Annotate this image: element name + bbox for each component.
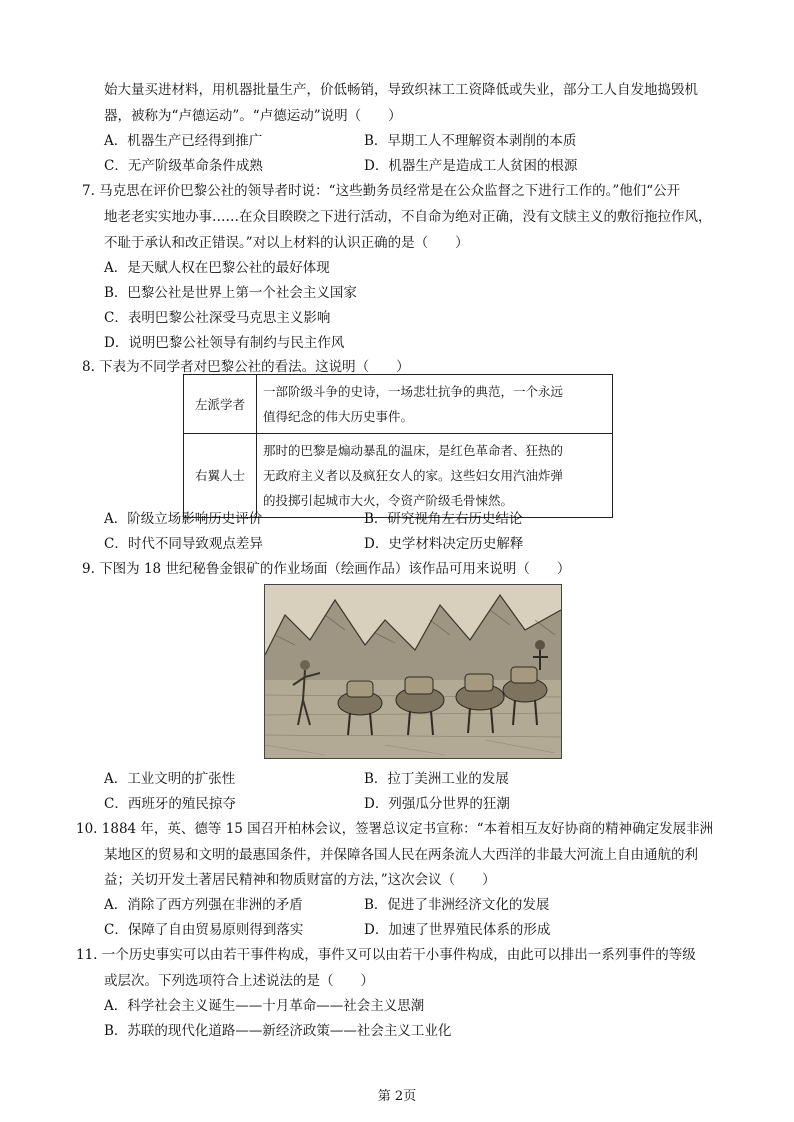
q8-option-b: B．研究视角左右历史结论: [364, 511, 523, 527]
q6-option-d: D．机器生产是造成工人贫困的根源: [364, 158, 578, 174]
q6-option-c: C．无产阶级革命条件成熟: [104, 158, 263, 174]
table-cell-who: 左派学者: [184, 375, 257, 434]
q7-stem-line: 地老老实实地办事……在众目睽睽之下进行活动，不自命为绝对正确，没有文牍主义的敷衍拖拉作风，: [104, 209, 712, 225]
q8-option-a: A．阶级立场影响历史评价: [104, 511, 263, 527]
q8-stem: 8. 下表为不同学者对巴黎公社的看法。这说明（ ）: [82, 359, 410, 375]
q9-option-c: C．西班牙的殖民掠夺: [104, 796, 236, 812]
q11-stem-line: 11. 一个历史事实可以由若干事件构成，事件又可以由若干小事件构成，由此可以排出一系列事件的等级: [76, 947, 696, 963]
q7-option-d: D．说明巴黎公社领导有制约与民主作风: [104, 335, 345, 351]
table-cell-who: 右翼人士: [184, 434, 257, 518]
q10-option-d: D．加速了世界殖民体系的形成: [364, 922, 551, 938]
q9-option-d: D．列强瓜分世界的狂潮: [364, 796, 510, 812]
q10-option-a: A．消除了西方列强在非洲的矛盾: [104, 897, 303, 913]
table-cell-view: [257, 375, 613, 434]
q7-stem-line: 不耻于承认和改正错误。”对以上材料的认识正确的是（ ）: [104, 235, 469, 251]
page-number: 第 2页: [377, 1089, 417, 1104]
q9-option-a: A．工业文明的扩张性: [104, 771, 236, 787]
q11-option-b: B．苏联的现代化道路——新经济政策——社会主义工业化: [104, 1023, 452, 1039]
table-row: [184, 434, 613, 518]
table-cell-line: 那时的巴黎是煽动暴乱的温床，是红色革命者、狂热的: [263, 443, 564, 458]
q10-stem-line: 益；关切开发土著居民精神和物质财富的方法，”这次会议（ ）: [104, 872, 496, 888]
q11-stem-line: 或层次。下列选项符合上述说法的是（ ）: [104, 973, 374, 989]
table-cell-line: 无政府主义者以及疯狂女人的家。这些妇女用汽油炸弹: [263, 468, 564, 483]
q9-stem: 9. 下图为 18 世纪秘鲁金银矿的作业场面（绘画作品）该作品可用来说明（ ）: [82, 561, 571, 577]
opinion-table: [183, 374, 613, 518]
mining-engraving-image: [264, 584, 562, 759]
table-cell-view: [257, 434, 613, 518]
q7-option-c: C．表明巴黎公社深受马克思主义影响: [104, 310, 331, 326]
q10-option-b: B．促进了非洲经济文化的发展: [364, 897, 550, 913]
q7-stem-line: 7. 马克思在评价巴黎公社的领导者时说：“这些勤务员经常是在公众监督之下进行工作的。”他们“公开: [82, 183, 681, 199]
q8-option-d: D．史学材料决定历史解释: [364, 536, 524, 552]
q6-stem-line: 器，被称为“卢德运动”。“卢德运动”说明（ ）: [104, 108, 402, 124]
q9-option-b: B．拉丁美洲工业的发展: [364, 771, 509, 787]
q11-option-a: A．科学社会主义诞生——十月革命——社会主义思潮: [104, 998, 425, 1014]
table-row: [184, 375, 613, 434]
q6-option-a: A．机器生产已经得到推广: [104, 133, 263, 149]
q7-option-b: B．巴黎公社是世界上第一个社会主义国家: [104, 285, 357, 301]
table-cell-line: 一部阶级斗争的史诗，一场悲壮抗争的典范，一个永远: [263, 384, 564, 399]
q8-option-c: C．时代不同导致观点差异: [104, 536, 263, 552]
q6-stem-line: 始大量买进材料，用机器批量生产，价低畅销，导致织袜工工资降低或失业，部分工人自发地捣毁机: [104, 82, 698, 98]
table-cell-line: 值得纪念的伟大历史事件。: [263, 409, 414, 424]
q10-stem-line: 某地区的贸易和文明的最惠国条件，并保障各国人民在两条流人大西洋的非最大河流上自由通航的利: [104, 847, 698, 863]
table-cell-line: 的投掷引起城市大火，令资产阶级毛骨悚然。: [263, 493, 514, 508]
engraving-illustration: [265, 585, 561, 758]
q10-stem-line: 10. 1884 年，英、德等 15 国召开柏林会议，签署总议定书宣称：“本着相互友好协商的精神确定发展非洲: [76, 821, 714, 837]
q7-option-a: A．是天赋人权在巴黎公社的最好体现: [104, 260, 330, 276]
q6-option-b: B．早期工人不理解资本剥削的本质: [364, 133, 577, 149]
q10-option-c: C．保障了自由贸易原则得到落实: [104, 922, 304, 938]
